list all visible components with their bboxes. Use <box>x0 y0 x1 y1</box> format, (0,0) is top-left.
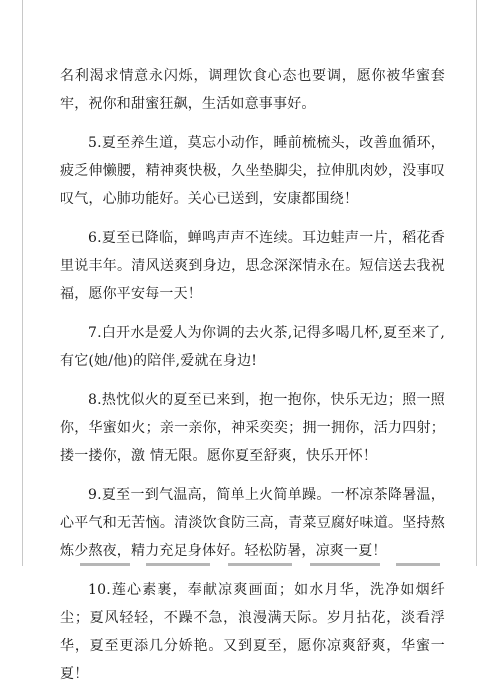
paragraph-item-6: 6.夏至已降临，蝉鸣声声不连续。耳边蛙声一片，稻花香里说丰年。清风送爽到身边，思念深深情永在。短信送去我祝福，愿你平安每一天！ <box>60 230 445 302</box>
paragraph-item-8: 8.热忱似火的夏至已来到，抱一抱你，快乐无边；照一照你，华蜜如火；亲一亲你，神采奕奕；拥一拥你，活力四射；搂一搂你，激 情无限。愿你夏至舒爽，快乐开怀！ <box>60 392 445 464</box>
paragraph-item-5: 5.夏至养生道，莫忘小动作，睡前梳梳头，改善血循环，疲乏伸懒腰，精神爽快极，久坐垫脚尖，拉伸肌肉妙，没事叹叹气，心肺功能好。关心已送到，安康都围绕！ <box>60 135 445 207</box>
paragraph-item-7: 7.白开水是爱人为你调的去火茶,记得多喝几杯,夏至来了,有它(她/他)的陪伴,爱就在身边! <box>60 325 445 369</box>
paragraph-item-9: 9.夏至一到气温高，简单上火简单躁。一杯凉茶降暑温，心平气和无苦恼。清淡饮食防三高，青菜豆腐好味道。坚持熬炼少熬夜，精力充足身体好。轻松防暑，凉爽一夏！ <box>60 487 445 559</box>
paragraph-item-10: 10.莲心素裹，奉献凉爽画面；如水月华，洗净如烟纤尘；夏风轻轻，不躁不急，浪漫满天际。岁月拈花，淡看浮华，夏至更添几分娇艳。又到夏至，愿你凉爽舒爽，华蜜一夏！ <box>60 582 445 682</box>
page-border-right <box>476 0 477 566</box>
paragraph-continuation: 名利渴求情意永闪烁，调理饮食心态也要调，愿你被华蜜套牢，祝你和甜蜜狂飙，生活如意事事好。 <box>60 68 445 112</box>
cut-off-next-line <box>60 560 445 566</box>
document-body <box>60 62 445 699</box>
page-border-left <box>22 0 23 566</box>
